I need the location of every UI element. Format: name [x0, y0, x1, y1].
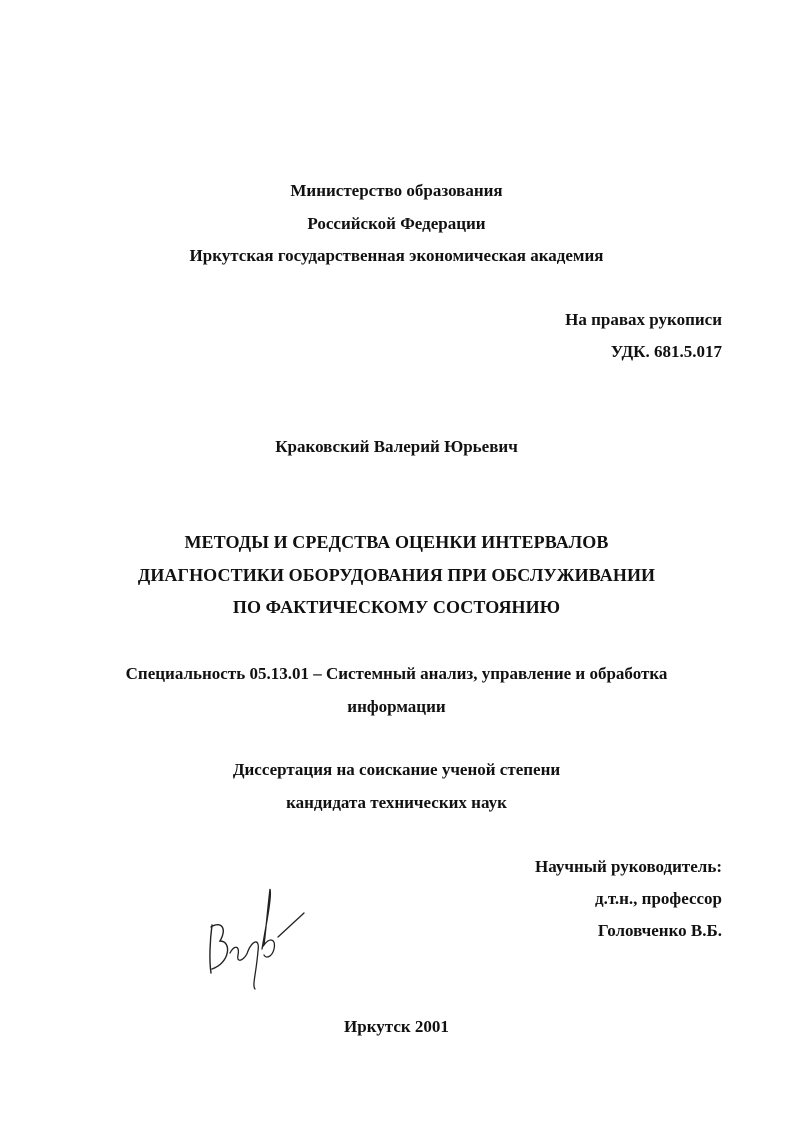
specialty-line-2: информации [347, 697, 446, 716]
manuscript-rights: На правах рукописи [565, 310, 722, 329]
specialty-line-1: Специальность 05.13.01 – Системный анализ, управление и обработка [125, 664, 668, 683]
dissertation-line-2: кандидата технических наук [286, 793, 507, 812]
author-name: Краковский Валерий Юрьевич [275, 437, 518, 456]
supervisor-degree: д.т.н., профессор [594, 889, 722, 908]
title-line-1: МЕТОДЫ И СРЕДСТВА ОЦЕНКИ ИНТЕРВАЛОВ [184, 532, 609, 552]
author-signature [200, 885, 310, 995]
supervisor-name: Головченко В.Б. [597, 921, 722, 940]
federation-line: Российской Федерации [307, 214, 486, 233]
academy-line: Иркутская государственная экономическая академия [189, 246, 604, 265]
title-line-3: ПО ФАКТИЧЕСКОМУ СОСТОЯНИЮ [232, 597, 561, 617]
city-year: Иркутск 2001 [344, 1017, 449, 1036]
supervisor-label: Научный руководитель: [535, 857, 722, 876]
udc-code: УДК. 681.5.017 [610, 342, 722, 361]
ministry-line: Министерство образования [290, 181, 503, 200]
dissertation-line-1: Диссертация на соискание ученой степени [232, 760, 561, 779]
title-line-2: ДИАГНОСТИКИ ОБОРУДОВАНИЯ ПРИ ОБСЛУЖИВАНИИ [137, 565, 656, 585]
